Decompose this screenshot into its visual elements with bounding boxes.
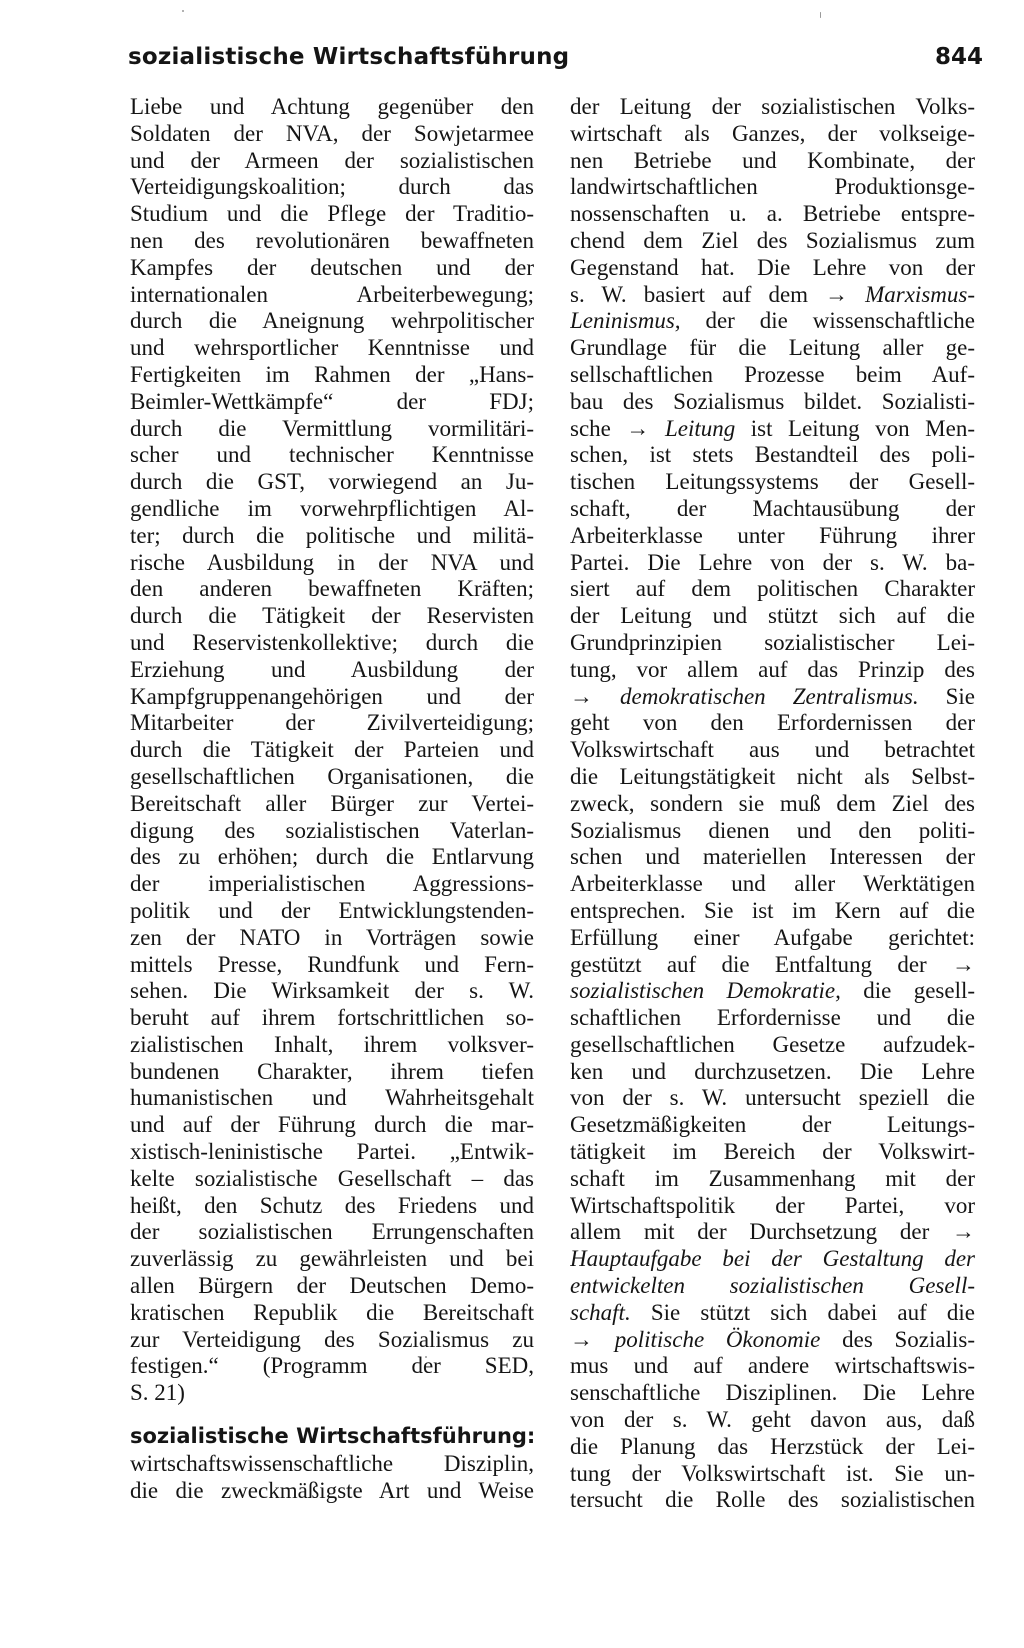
text-line: bundenen Charakter, ihrem tiefen [130,1058,534,1084]
text-line: tischen Leitungssystems der Gesell- [570,469,975,495]
text-line: und auf der Führung durch die mar- [130,1112,534,1138]
text-line [570,308,975,335]
text-line: der Leitung der sozialistischen Volks- [570,94,975,119]
text-line: und Reservistenkollektive; durch die [130,629,534,655]
text-line: durch die Aneignung wehrpolitischer [130,308,534,334]
text-line [570,1327,975,1354]
line-text: des Sozialis- [820,1326,975,1352]
text-line: Mitarbeiter der Zivilverteidigung; [130,710,534,736]
text-line: Verteidigungskoalition; durch das [130,174,534,200]
left-column-body [130,94,534,1380]
text-line: siert auf dem politischen Charakter [570,576,975,602]
text-line: tersucht die Rolle des sozialistischen [570,1487,975,1513]
line-text: ist Leitung von Men- [735,415,975,441]
text-line: sehen. Die Wirksamkeit der s. W. [130,978,534,1004]
text-line: schen und materiellen Interessen der [570,844,975,870]
text-line [570,1273,975,1300]
text-line: den anderen bewaffneten Kräften; [130,576,534,602]
text-line [570,1300,975,1327]
right-column [570,94,975,1514]
cross-reference-marxismus[interactable]: Marxismus- [865,281,975,307]
text-line: gendliche im vorwehrpflichtigen Al- [130,495,534,521]
text-line: digung des sozialistischen Vaterlan- [130,817,534,843]
text-line: Studium und die Pflege der Traditio- [130,201,534,227]
text-line: nossenschaften u. a. Betriebe entspre- [570,201,975,227]
text-line: der imperialistischen Aggressions- [130,871,534,897]
left-column [130,94,534,1505]
text-line: allem mit der Durchsetzung der → [570,1219,975,1245]
line-text: der die wissenschaftliche [680,308,975,334]
text-line: zen der NATO in Vorträgen sowie [130,924,534,950]
cross-reference-marxismus-cont[interactable]: Leninismus, [570,308,681,334]
text-line: des zu erhöhen; durch die Entlarvung [130,844,534,870]
text-line: Gesetzmäßigkeiten der Leitungs- [570,1112,975,1138]
text-line: kelte sozialistische Gesellschaft – das [130,1165,534,1191]
text-line: Arbeiterklasse unter Führung ihrer [570,522,975,548]
text-line: S. 21) [130,1380,185,1406]
text-line: Bereitschaft aller Bürger zur Vertei- [130,790,534,816]
entry-title: sozialistische Wirtschaftsführung: [130,1424,536,1449]
text-line: Partei. Die Lehre von der s. W. ba- [570,549,975,575]
text-line: mittels Presse, Rundfunk und Fern- [130,951,534,977]
text-line: schaft, der Machtausübung der [570,495,975,521]
text-line: schaftlichen Erfordernisse und die [570,1005,975,1031]
entry-gap [130,1407,534,1421]
text-line: Soldaten der NVA, der Sowjetarmee [130,120,534,146]
text-line: internationalen Arbeiterbewegung; [130,281,534,307]
text-line: der sozialistischen Errungenschaften [130,1219,534,1245]
text-line: rische Ausbildung in der NVA und [130,549,534,575]
text-line: beruht auf ihrem fortschrittlichen so- [130,1005,534,1031]
line-text: Sie stützt sich dabei auf die [630,1299,975,1325]
scan-speck [182,10,184,12]
text-line: die Planung das Herzstück der Lei- [570,1433,975,1459]
text-line: scher und technischer Kenntnisse [130,442,534,468]
text-line: xistisch-leninistische Partei. „Entwik- [130,1139,534,1165]
text-line: der Leitung und stützt sich auf die [570,603,975,629]
line-text: s. W. basiert auf dem → [570,281,866,307]
text-line: heißt, den Schutz des Friedens und [130,1192,534,1218]
text-line: Erfüllung einer Aufgabe gerichtet: [570,924,975,950]
text-line: die die zweckmäßigste Art und Weise [130,1477,534,1503]
text-line: gesellschaftlichen Organisationen, die [130,763,534,789]
text-line: sellschaftlichen Prozesse beim Auf- [570,361,975,387]
text-line: durch die GST, vorwiegend an Ju- [130,469,534,495]
text-line: gestützt auf die Entfaltung der → [570,951,975,977]
entry-definition [130,1451,534,1505]
cross-reference-politische-oekonomie[interactable]: politische Ökonomie [614,1326,821,1352]
text-line: von der s. W. geht davon aus, daß [570,1407,975,1433]
text-line: nen des revolutionären bewaffneten [130,227,534,253]
text-line: Kampfgruppenangehörigen und der [130,683,534,709]
text-line: ter; durch die politische und militä- [130,522,534,548]
text-line: und wehrsportlicher Kenntnisse und [130,335,534,361]
line-text: sche → [570,415,665,441]
text-line: Grundprinzipien sozialistischer Lei- [570,629,975,655]
text-line: zur Verteidigung des Sozialismus zu [130,1326,534,1352]
cross-reference-zentralismus[interactable]: demokratischen Zentralismus. [620,683,919,709]
text-line: allen Bürgern der Deutschen Demo- [130,1273,534,1299]
text-line: tätigkeit im Bereich der Volkswirt- [570,1139,975,1165]
text-line: Sozialismus dienen und den politi- [570,817,975,843]
text-line: tung der Volkswirtschaft ist. Sie un- [570,1460,975,1486]
text-line: mus und auf andere wirtschaftswis- [570,1353,975,1379]
text-line: humanistischen und Wahrheitsgehalt [130,1085,534,1111]
text-line: von der s. W. untersucht speziell die [570,1085,975,1111]
text-line: die Leitungstätigkeit nicht als Selbst- [570,763,975,789]
text-line: senschaftliche Disziplinen. Die Lehre [570,1380,975,1406]
text-line: Arbeiterklasse und aller Werktätigen [570,871,975,897]
cross-reference-demokratie[interactable]: sozialistischen Demokratie, [570,978,841,1004]
line-text: Sie [918,683,975,709]
text-line: zialistischen Inhalt, ihrem volksver- [130,1031,534,1057]
text-line: bau des Sozialismus bildet. Sozialisti- [570,388,975,414]
cross-reference-leitung[interactable]: Leitung [664,415,736,441]
page-number: 844 [934,44,983,70]
text-line: kratischen Republik die Bereitschaft [130,1299,534,1325]
text-line [570,1246,975,1273]
line-text: → [570,683,621,709]
text-line: gesellschaftlichen Gesetze aufzudek- [570,1031,975,1057]
text-line: tung, vor allem auf das Prinzip des [570,656,975,682]
cross-reference-hauptaufgabe-end[interactable]: schaft. [570,1299,631,1325]
text-line: Beimler-Wettkämpfe“ der FDJ; [130,388,534,414]
line-text: die gesell- [840,978,975,1004]
text-line: Fertigkeiten im Rahmen der „Hans- [130,361,534,387]
text-line: zuverlässig zu gewährleisten und bei [130,1246,534,1272]
text-line: ken und durchzusetzen. Die Lehre [570,1058,975,1084]
text-line: durch die Tätigkeit der Reservisten [130,603,534,629]
text-line: entsprechen. Sie ist im Kern auf die [570,897,975,923]
text-line: festigen.“ (Programm der SED, [130,1353,534,1379]
cross-reference-hauptaufgabe-cont[interactable]: entwickelten sozialistischen Gesell- [570,1273,975,1299]
text-line: schaft im Zusammenhang mit der [570,1165,975,1191]
text-line: wirtschaft als Ganzes, der volkseige- [570,120,975,146]
text-line: zweck, sondern sie muß dem Ziel des [570,790,975,816]
text-line [570,978,975,1005]
text-line: landwirtschaftlichen Produktionsge- [570,174,975,200]
text-line: Gegenstand hat. Die Lehre von der [570,254,975,280]
text-line: geht von den Erfordernissen der [570,710,975,736]
text-line: Erziehung und Ausbildung der [130,656,534,682]
text-line: politik und der Entwicklungstenden- [130,897,534,923]
cross-reference-hauptaufgabe[interactable]: Hauptaufgabe bei der Gestaltung der [570,1246,975,1272]
text-line: Grundlage für die Leitung aller ge- [570,335,975,361]
scan-speck [820,12,821,18]
text-line: und der Armeen der sozialistischen [130,147,534,173]
text-line: durch die Vermittlung vormilitäri- [130,415,534,441]
text-line [570,282,975,309]
text-line [570,684,975,711]
text-line: durch die Tätigkeit der Parteien und [130,737,534,763]
text-line: Wirtschaftspolitik der Partei, vor [570,1192,975,1218]
text-line: Liebe und Achtung gegenüber den [130,94,534,119]
text-line [570,416,975,443]
line-text: → [570,1326,615,1352]
text-line: Kampfes der deutschen und der [130,254,534,280]
text-line: chend dem Ziel des Sozialismus zum [570,227,975,253]
text-line: wirtschaftswissenschaftliche Disziplin, [130,1451,534,1477]
text-line: Volkswirtschaft aus und betrachtet [570,737,975,763]
running-head: sozialistische Wirtschaftsführung [128,44,570,70]
text-line: nen Betriebe und Kombinate, der [570,147,975,173]
page-header [128,40,983,80]
text-line: schen, ist stets Bestandteil des poli- [570,442,975,468]
